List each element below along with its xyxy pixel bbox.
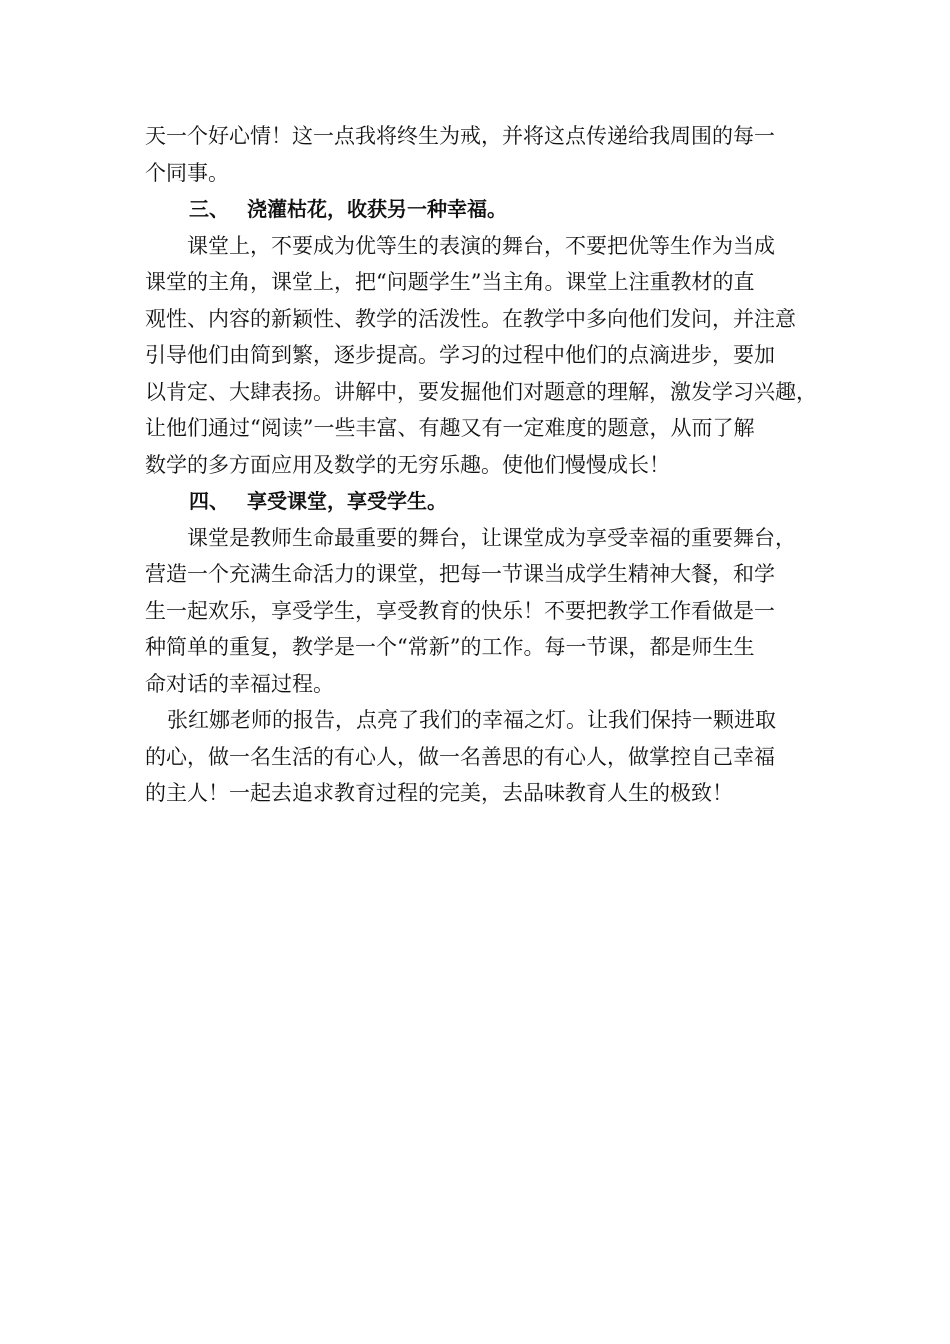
text-line: 数学的多方面应用及数学的无穷乐趣。使他们慢慢成长！ xyxy=(145,452,670,477)
text-line: 生一起欢乐，享受学生，享受教育的快乐！不要把教学工作看做是一 xyxy=(145,598,775,623)
section-3-number: 三、 xyxy=(189,197,229,221)
intro-paragraph xyxy=(145,118,825,191)
section-4-number: 四、 xyxy=(189,489,229,513)
text-line: 个同事。 xyxy=(145,160,229,185)
text-line: 课堂上，不要成为优等生的表演的舞台，不要把优等生作为当成 xyxy=(187,233,775,258)
text-line: 课堂是教师生命最重要的舞台，让课堂成为享受幸福的重要舞台， xyxy=(187,525,796,550)
text-line: 观性、内容的新颖性、教学的活泼性。在教学中多向他们发问，并注意 xyxy=(145,306,796,331)
section-4-heading xyxy=(145,483,825,520)
conclusion-paragraph xyxy=(145,702,825,812)
text-line: 的主人！一起去追求教育过程的完美，去品味教育人生的极致！ xyxy=(145,781,733,805)
text-line: 的心，做一名生活的有心人，做一名善思的有心人，做掌控自己幸福 xyxy=(145,744,775,769)
text-line: 营造一个充满生命活力的课堂，把每一节课当成学生精神大餐，和学 xyxy=(145,562,775,586)
text-line: 天一个好心情！这一点我将终生为戒，并将这点传递给我周围的每一 xyxy=(145,124,775,148)
text-line: 课堂的主角，课堂上，把“问题学生”当主角。课堂上注重教材的直 xyxy=(145,270,755,294)
section-4-paragraph xyxy=(145,520,825,703)
text-line: 引导他们由简到繁，逐步提高。学习的过程中他们的点滴进步，要加 xyxy=(145,343,775,367)
section-3-title: 浇灌枯花，收获另一种幸福。 xyxy=(247,197,507,221)
text-line: 命对话的幸福过程。 xyxy=(145,671,334,696)
text-line: 张红娜老师的报告，点亮了我们的幸福之灯。让我们保持一颗进取 xyxy=(167,708,776,732)
section-3-paragraph xyxy=(145,228,825,484)
section-4-title: 享受课堂，享受学生。 xyxy=(247,489,447,513)
text-line: 种简单的重复，教学是一个“常新”的工作。每一节课，都是师生生 xyxy=(145,635,755,659)
document-page xyxy=(145,118,825,812)
text-line: 让他们通过“阅读”一些丰富、有趣又有一定难度的题意，从而了解 xyxy=(145,416,755,440)
text-line: 以肯定、大肆表扬。讲解中，要发掘他们对题意的理解，激发学习兴趣， xyxy=(145,379,817,404)
section-3-heading xyxy=(145,191,825,228)
